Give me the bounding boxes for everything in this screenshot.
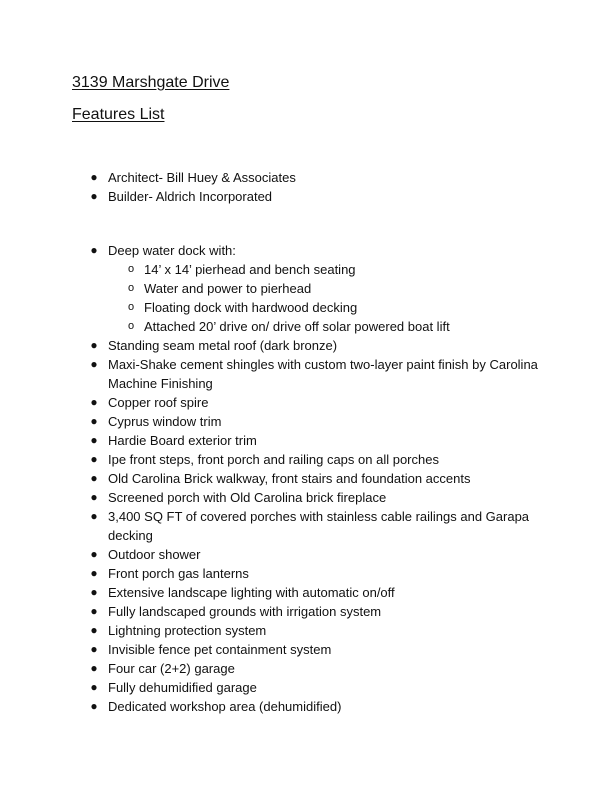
bullet-icon: ● <box>90 357 98 371</box>
list-item-text: Builder- Aldrich Incorporated <box>108 189 273 204</box>
list-item-text: Four car (2+2) garage <box>108 661 235 676</box>
list-item-text: Lightning protection system <box>108 623 267 638</box>
list-item <box>90 697 548 716</box>
list-item <box>90 583 548 602</box>
bullet-icon: ● <box>90 566 98 580</box>
list-item-text: Fully landscaped grounds with irrigation system <box>108 604 382 619</box>
list-item-text: Ipe front steps, front porch and railing caps on all porches <box>108 452 439 467</box>
list-item-text: Hardie Board exterior trim <box>108 433 257 448</box>
list-item <box>90 168 548 187</box>
list-item <box>90 621 548 640</box>
sublist-item <box>127 260 548 279</box>
bullet-icon: ● <box>90 680 98 694</box>
circle-bullet-icon: o <box>127 301 135 313</box>
credits-list <box>90 168 548 206</box>
sublist-item <box>127 317 548 336</box>
list-item-text: Invisible fence pet containment system <box>108 642 332 657</box>
list-item-text: Maxi-Shake cement shingles with custom two-layer paint finish by Carolina Machine Finishing <box>108 357 538 391</box>
circle-bullet-icon: o <box>127 282 135 294</box>
list-item <box>90 393 548 412</box>
list-item <box>90 469 548 488</box>
dock-sublist <box>108 260 548 336</box>
sublist-item <box>127 279 548 298</box>
bullet-icon: ● <box>90 642 98 656</box>
bullet-icon: ● <box>90 243 98 257</box>
bullet-icon: ● <box>90 395 98 409</box>
list-item <box>90 241 548 336</box>
bullet-icon: ● <box>90 509 98 523</box>
list-item <box>90 336 548 355</box>
features-list-heading: Features List <box>72 106 165 123</box>
list-item-text: Standing seam metal roof (dark bronze) <box>108 338 338 353</box>
list-item <box>90 545 548 564</box>
list-item <box>90 640 548 659</box>
bullet-icon: ● <box>90 585 98 599</box>
list-item-text: Deep water dock with: <box>108 243 236 258</box>
circle-bullet-icon: o <box>127 320 135 332</box>
bullet-icon: ● <box>90 547 98 561</box>
sublist-item-text: Water and power to pierhead <box>144 281 312 296</box>
sublist-item-text: Floating dock with hardwood decking <box>144 300 358 315</box>
list-item-text: Extensive landscape lighting with automatic on/off <box>108 585 395 600</box>
address-heading: 3139 Marshgate Drive <box>72 74 230 91</box>
bullet-icon: ● <box>90 471 98 485</box>
list-item-text: Dedicated workshop area (dehumidified) <box>108 699 342 714</box>
list-item-text: Outdoor shower <box>108 547 201 562</box>
list-item-text: Architect- Bill Huey & Associates <box>108 170 296 185</box>
list-item <box>90 450 548 469</box>
bullet-icon: ● <box>90 452 98 466</box>
list-item-text: Copper roof spire <box>108 395 209 410</box>
bullet-icon: ● <box>90 433 98 447</box>
list-item <box>90 678 548 697</box>
bullet-icon: ● <box>90 699 98 713</box>
list-item-text: 3,400 SQ FT of covered porches with stainless cable railings and Garapa decking <box>108 509 530 543</box>
list-item <box>90 659 548 678</box>
list-item-text: Fully dehumidified garage <box>108 680 257 695</box>
sublist-item <box>127 298 548 317</box>
list-item <box>90 602 548 621</box>
list-item <box>90 355 548 393</box>
list-item-text: Screened porch with Old Carolina brick fireplace <box>108 490 387 505</box>
list-item <box>90 412 548 431</box>
bullet-icon: ● <box>90 490 98 504</box>
list-item <box>90 564 548 583</box>
features-list <box>90 241 548 716</box>
circle-bullet-icon: o <box>127 263 135 275</box>
sublist-item-text: Attached 20’ drive on/ drive off solar powered boat lift <box>144 319 450 334</box>
list-item <box>90 187 548 206</box>
list-item-text: Old Carolina Brick walkway, front stairs and foundation accents <box>108 471 471 486</box>
bullet-icon: ● <box>90 661 98 675</box>
bullet-icon: ● <box>90 170 98 184</box>
bullet-icon: ● <box>90 189 98 203</box>
list-item <box>90 507 548 545</box>
bullet-icon: ● <box>90 604 98 618</box>
list-item <box>90 488 548 507</box>
bullet-icon: ● <box>90 414 98 428</box>
bullet-icon: ● <box>90 338 98 352</box>
list-item-text: Cyprus window trim <box>108 414 222 429</box>
bullet-icon: ● <box>90 623 98 637</box>
sublist-item-text: 14’ x 14’ pierhead and bench seating <box>144 262 356 277</box>
list-item-text: Front porch gas lanterns <box>108 566 249 581</box>
list-item <box>90 431 548 450</box>
